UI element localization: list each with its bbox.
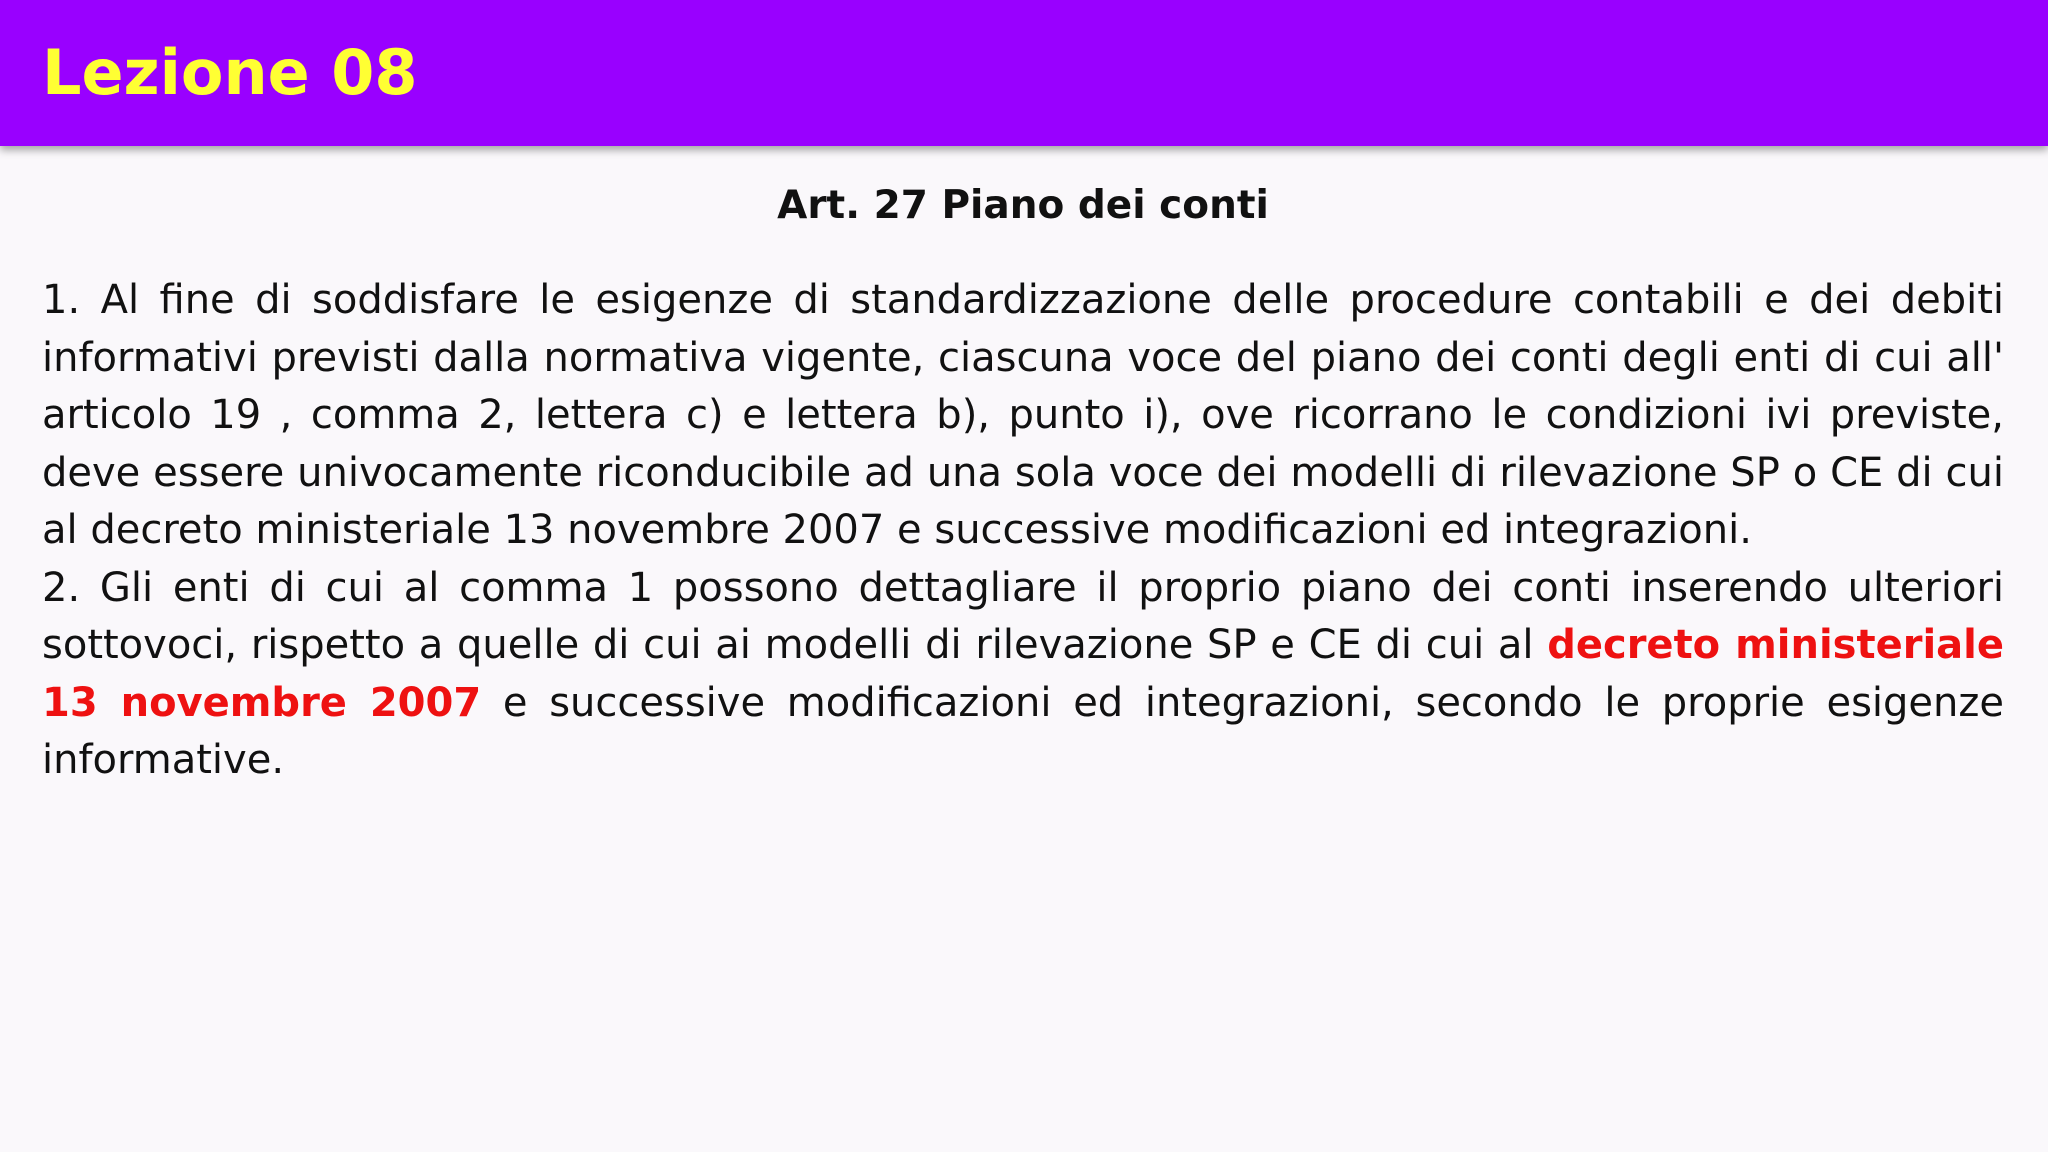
lesson-title: Lezione 08 bbox=[42, 36, 418, 109]
decree-reference-highlight: decreto ministeriale 13 novembre 2007 bbox=[42, 622, 2004, 726]
article-title: Art. 27 Piano dei conti bbox=[777, 183, 1269, 228]
paragraph-2-text-after: e successive modificazioni ed integrazioni, secondo le proprie esigenze informative. bbox=[42, 679, 2004, 783]
header-bar bbox=[0, 0, 2048, 146]
article-paragraph-1: 1. Al fine di soddisfare le esigenze di standardizzazione delle procedure contabili e dei debiti informativi previsti dalla normativa vigente, ciascuna voce del piano dei conti degli enti di cui all' articolo 19 , comma 2, lettera c) e lettera b), punto i), ove ricorrano le condizioni ivi previste, deve essere univocamente riconducibile ad una sola voce dei modelli di rilevazione SP o CE di cui al decreto ministeriale 13 novembre 2007 e successive modificazioni ed integrazioni. bbox=[42, 277, 2004, 553]
paragraph-2-text-before: 2. Gli enti di cui al comma 1 possono dettagliare il proprio piano dei conti inserendo ulteriori sottovoci, rispetto a quelle di cui ai modelli di rilevazione SP e CE di cui al bbox=[42, 564, 2004, 668]
article-content bbox=[42, 176, 2004, 790]
article-paragraph-2 bbox=[42, 560, 2004, 790]
